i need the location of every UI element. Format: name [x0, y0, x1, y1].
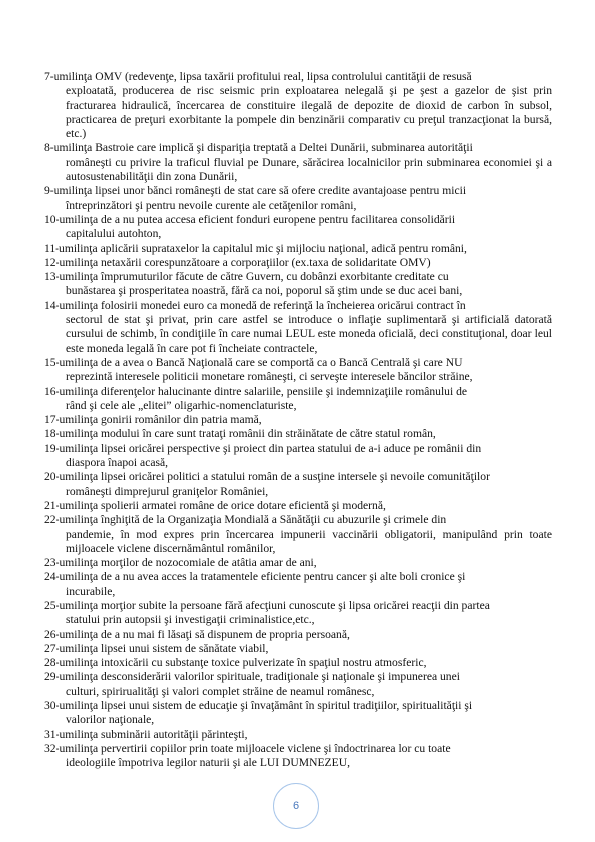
list-item: [44, 141, 552, 184]
list-item-continuation: capitalului autohton,: [66, 227, 162, 241]
list-item-text: 31-umilinţa subminării autorităţii părinteşti,: [44, 727, 248, 741]
list-item-text: 29-umilinţa desconsiderării valorilor spirituale, tradiţionale şi naţionale şi impunerea unei: [44, 670, 460, 684]
list-item-continuation: întreprinzători şi pentru nevoile curente ale cetăţenilor români,: [66, 198, 357, 212]
list-item-continuation: rând şi cele ale „elitei” oligarhic-nomenclaturiste,: [66, 398, 297, 412]
list-item-text: 20-umilinţa lipsei oricărei politici a statului român de a susţine intersele şi nevoile comunităţilor: [44, 470, 490, 484]
list-item-continuation: incurabile,: [66, 584, 116, 598]
list-item: [44, 642, 552, 656]
list-item-text: 13-umilinţa împrumuturilor făcute de către Guvern, cu dobânzi exorbitante creditate cu: [44, 270, 449, 284]
list-item-text: 9-umilinţa lipsei unor bănci româneşti de stat care să ofere credite avantajoase pentru micii: [44, 184, 467, 198]
list-item-text: 16-umilinţa diferenţelor halucinante dintre salariile, pensiile şi indemnizaţiile românului de: [44, 384, 468, 398]
list-item-text: 17-umilinţa gonirii românilor din patria mamă,: [44, 413, 262, 427]
list-item-continuation: culturi, spirirualităţi şi valori complet străine de neamul românesc,: [66, 684, 375, 698]
list-item-text: 19-umilinţa lipsei oricărei perspective şi proiect din partea statului de a-i aduce pe românii din: [44, 441, 482, 455]
list-item: [44, 442, 552, 471]
list-item: [44, 499, 552, 513]
list-item: [44, 656, 552, 670]
list-item-continuation: diaspora înapoi acasă,: [66, 456, 169, 470]
list-item: [44, 256, 552, 270]
list-item-text: 10-umilinţa de a nu putea accesa eficient fonduri europene pentru facilitarea consolidării: [44, 212, 456, 226]
list-item-continuation: româneşti dimprejurul graniţelor României,: [66, 484, 269, 498]
list-item: [44, 413, 552, 427]
list-item: [44, 427, 552, 441]
list-item-text: 8-umilinţa Bastroie care implică şi dispariţia treptată a Deltei Dunării, subminarea autorităţii: [44, 141, 473, 155]
list-item-text: 12-umilinţa netaxării corespunzătoare a corporaţiilor (ex.taxa de solidaritate OMV): [44, 255, 431, 269]
list-item-continuation: pandemie, în mod expres prin încercarea impunerii vaccinării obligatorii, manipulând prin toate mijloacele viclene discernământul românilor,: [66, 527, 552, 555]
list-item: [44, 470, 552, 499]
list-item-text: 25-umilinţa morţior subite la persoane fără afecţiuni cunoscute şi lipsa oricărei reacţii din partea: [44, 598, 490, 612]
list-item-continuation: exploatată, producerea de risc seismic prin exploatarea nelegală şi pe şest a gazelor de şist prin fracturarea hidraulică, încercarea de constituire ilegală de depozite de dioxid de carbon în subsol, practicarea de preţuri exorbitante la pompele din benzinării comparativ cu preţul tranzacţionat la bursă, etc.): [66, 84, 552, 141]
list-item: [44, 184, 552, 213]
list-item: [44, 242, 552, 256]
list-item-text: 14-umilinţa folosirii monedei euro ca monedă de referinţă la încheierea oricărui contract în: [44, 298, 466, 312]
list-item-continuation: bunăstarea şi prosperitatea noastră, fără ca noi, poporul să ştim unde se duc acei bani,: [66, 284, 463, 298]
page-number: 6: [292, 800, 300, 812]
list-item-text: 21-umilinţa spolierii armatei române de orice dotare eficientă şi modernă,: [44, 498, 386, 512]
list-item-text: 32-umilinţa pervertirii copiilor prin toate mijloacele viclene şi îndoctrinarea lor cu toate: [44, 741, 451, 755]
list-item-text: 28-umilinţa intoxicării cu substanţe toxice pulverizate în spaţiul nostru atmosferic,: [44, 656, 427, 670]
list-item: [44, 628, 552, 642]
list-item: [44, 356, 552, 385]
list-item-text: 23-umilinţa morţilor de nozocomiale de atâtia amar de ani,: [44, 556, 317, 570]
list-item: [44, 70, 552, 141]
list-item: [44, 299, 552, 356]
list-item-text: 24-umilinţa de a nu avea acces la tratamentele eficiente pentru cancer şi alte boli cronice şi: [44, 570, 466, 584]
list-item: [44, 728, 552, 742]
list-item-continuation: sectorul de stat şi privat, prin care astfel se introduce o inflaţie suplimentară şi artificială datorată cursului de schimb, în condiţiile în care numai LEUL este moneda oficială, deci constituţional, doar leul este moneda legală în care pot fi încheiate contractele,: [66, 313, 552, 355]
list-item-text: 15-umilinţa de a avea o Bancă Naţională care se comportă ca o Bancă Centrală şi care NU: [44, 355, 463, 369]
list-item-continuation: valorilor naţionale,: [66, 713, 155, 727]
list-item: [44, 599, 552, 628]
list-item-text: 18-umilinţa modului în care sunt trataţi românii din străinătate de către statul român,: [44, 427, 436, 441]
list-item: [44, 670, 552, 699]
list-item-text: 11-umilinţa aplicării suprataxelor la capitalul mic şi mijlociu naţional, adică pentru români,: [44, 241, 467, 255]
list-item-continuation: reprezintă interesele politicii monetare româneşti, ci serveşte interesele băncilor străine,: [66, 370, 473, 384]
list-item-continuation: româneşti cu privire la traficul fluvial pe Dunare, sărăcirea localnicilor prin subminarea economiei şi a autosustenabilităţii din zona Dunării,: [66, 155, 552, 184]
list-item: [44, 270, 552, 299]
list-item-text: 26-umilinţa de a nu mai fi lăsaţi să dispunem de propria persoană,: [44, 627, 350, 641]
list-item: [44, 513, 552, 556]
list-item: [44, 556, 552, 570]
list-item-continuation: ideologiile împotriva legilor naturii şi ale LUI DUMNEZEU,: [66, 756, 350, 770]
list-item-text: 30-umilinţa lipsei unui sistem de educaţie şi învaţământ în spiritul tradiţiilor, spiritualităţii şi: [44, 699, 473, 713]
list-item: [44, 213, 552, 242]
list-item: [44, 742, 552, 771]
list-item: [44, 385, 552, 414]
list-item: [44, 699, 552, 728]
document-body: [44, 70, 552, 771]
list-item: [44, 570, 552, 599]
list-item-text: 27-umilinţa lipsei unui sistem de sănătate viabil,: [44, 641, 269, 655]
page-number-badge: [273, 783, 319, 829]
list-item-continuation: statului prin autopsii şi investigaţii criminalistice,etc.,: [66, 613, 315, 627]
list-item-text: 22-umilinţa înghiţită de la Organizaţia Mondială a Sănătăţii cu abuzurile şi crimele din: [44, 513, 447, 527]
list-item-text: 7-umilinţa OMV (redevenţe, lipsa taxării profitului real, lipsa controlului cantităţii de resusă: [44, 70, 472, 83]
